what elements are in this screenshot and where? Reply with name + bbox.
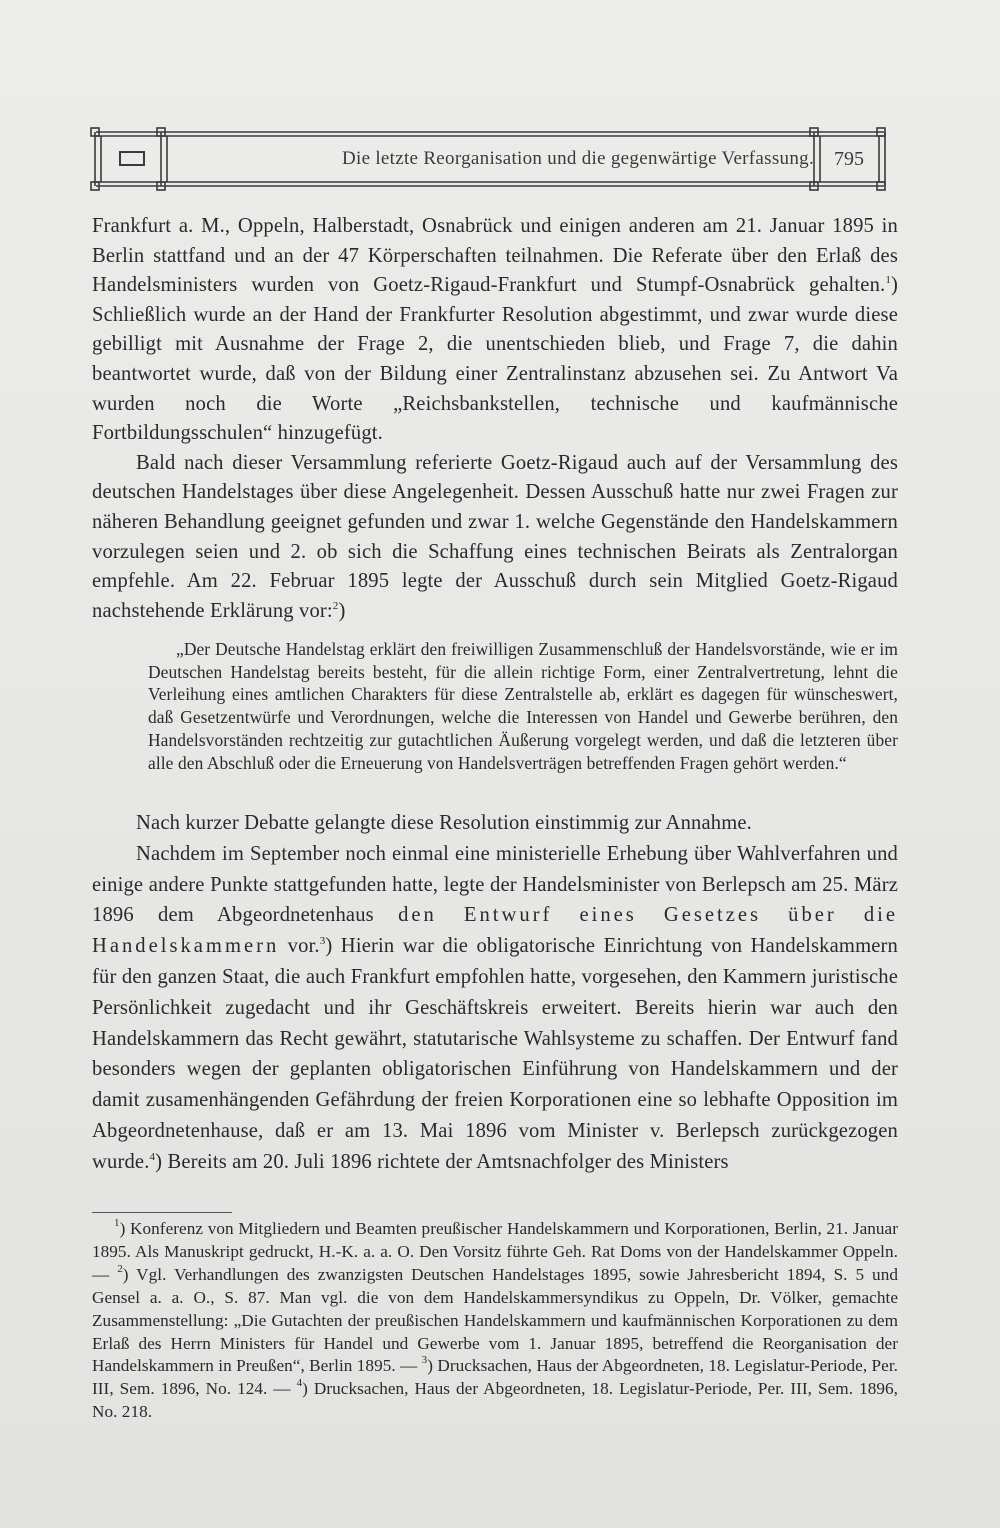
main-text-part-2: [92, 808, 898, 1178]
running-header: [90, 127, 890, 193]
paragraph-1: Frankfurt a. M., Oppeln, Halberstadt, Osnabrück und einigen anderen am 21. Januar 1895 in Berlin stattfand und an der 47 Körperschaften teilnahmen. Die Referate über den Erlaß des Handelsministers wurden von Goetz-Rigaud-Frankfurt und Stumpf-Osnabrück gehalten.$^1$) Schließlich wurde an der Hand der Frankfurter Resolution abgestimmt, und zwar wurde diese gebilligt mit Ausnahme der Frage 2, die unentschieden blieb, und Frage 7, die dahin beantwortet wurde, daß von der Bildung einer Zentralinstanz abzusehen sei. Zu Antwort Va wurden noch die Worte „Reichsbankstellen, technische und kaufmännische Fortbildungsschulen“ hinzugefügt.: [92, 215, 898, 445]
footnote-rule: [92, 1212, 232, 1213]
main-text-part-1: [92, 212, 898, 626]
page-number: 795: [834, 148, 864, 170]
paragraph-3: Nach kurzer Debatte gelangte diese Resolution einstimmig zur Annahme.: [136, 812, 752, 834]
paragraph-2: Bald nach dieser Versammlung referierte Goetz-Rigaud auch auf der Versammlung des deutschen Handelstages über diese Angelegenheit. Dessen Ausschuß hatte nur zwei Fragen zur näheren Behandlung geeignet gefunden und zwar 1. welche Gegenstände den Handelskammern vorzulegen seien und 2. ob sich die Schaffung eines technischen Beirats als Zentralorgan empfehle. Am 22. Februar 1895 legte der Ausschuß durch sein Mitglied Goetz-Rigaud nachstehende Erklärung vor:$^2$): [92, 451, 898, 622]
running-title: Die letzte Reorganisation und die gegenwärtige Verfassung.: [341, 148, 815, 169]
block-quote: „Der Deutsche Handelstag erklärt den freiwilligen Zusammenschluß der Handelsvorstände, wie er im Deutschen Handelstag bereits besteht, für die allein richtige Form, einer Zentralvertretung, lehnt die Verleihung eines amtlichen Charakters für diese Zentralstelle ab, erklärt es dagegen für wünscheswert, daß Gesetzentwürfe und Verordnungen, welche die Interessen von Handel und Gewerbe berühren, den Handelsvorständen rechtzeitig zur gutachtlichen Äußerung vorgelegt werden, und daß die letzteren über alle den Abschluß oder die Erneuerung von Handelsverträgen betreffenden Fragen gehört werden.“: [148, 639, 898, 773]
footnote-text: $^1$) Konferenz von Mitgliedern und Beamten preußischer Handelskammern und Korporationen, Berlin, 21. Januar 1895. Als Manuskript gedruckt, H.-K. a. a. O. Den Vorsitz führte Geh. Rat Doms von der Handelskammer Oppeln. — $^2$) Vgl. Verhandlungen des zwanzigsten Deutschen Handelstages 1895, sowie Jahresbericht 1894, S. 5 und Gensel a. a. O., S. 87. Man vgl. die von dem Handelskammersyndikus zu Oppeln, Dr. Völker, gemachte Zusammenstellung: „Die Gutachten der preußischen Handelskammern und kaufmännischen Korporationen zu dem Erlaß des Herrn Ministers für Handel und Gewerbe vom 1. Januar 1895, betreffend die Reorganisation der Handelskammern in Preußen“, Berlin 1895. — $^3$) Drucksachen, Haus der Abgeordneten, 18. Legislatur-Periode, Per. III, Sem. 1896, No. 124. — $^4$) Drucksachen, Haus der Abgeordneten, 18. Legislatur-Periode, Per. III, Sem. 1896, No. 218.: [92, 1217, 899, 1422]
paragraph-4: Nachdem im September noch einmal eine ministerielle Erhebung über Wahlverfahren und einige andere Punkte stattgefunden hatte, legte der Handelsminister von Berlepsch am 25. März 1896 dem Abgeordnetenhaus den Entwurf eines Gesetzes über die Handelskammern vor.$^3$) Hierin war die obligatorische Einrichtung von Handelskammern für den ganzen Staat, die auch Frankfurt empfohlen hatte, vorgesehen, den Kammern juristische Persönlichkeit zugedacht und ihr Geschäftskreis erweitert. Bereits hierin war auch den Handelskammern das Recht gewährt, statutarische Wahlsysteme zu schaffen. Der Entwurf fand besonders wegen der geplanten obligatorischen Einführung von Handelskammern und der damit zusamenhängenden Gefährdung der freien Korporationen eine so lebhafte Opposition im Abgeordnetenhause, daß er am 13. Mai 1896 vom Minister v. Berlepsch zurückgezogen wurde.$^4$) Bereits am 20. Juli 1896 richtete der Amtsnachfolger des Ministers: [92, 842, 898, 1173]
footnotes: [92, 1218, 898, 1424]
